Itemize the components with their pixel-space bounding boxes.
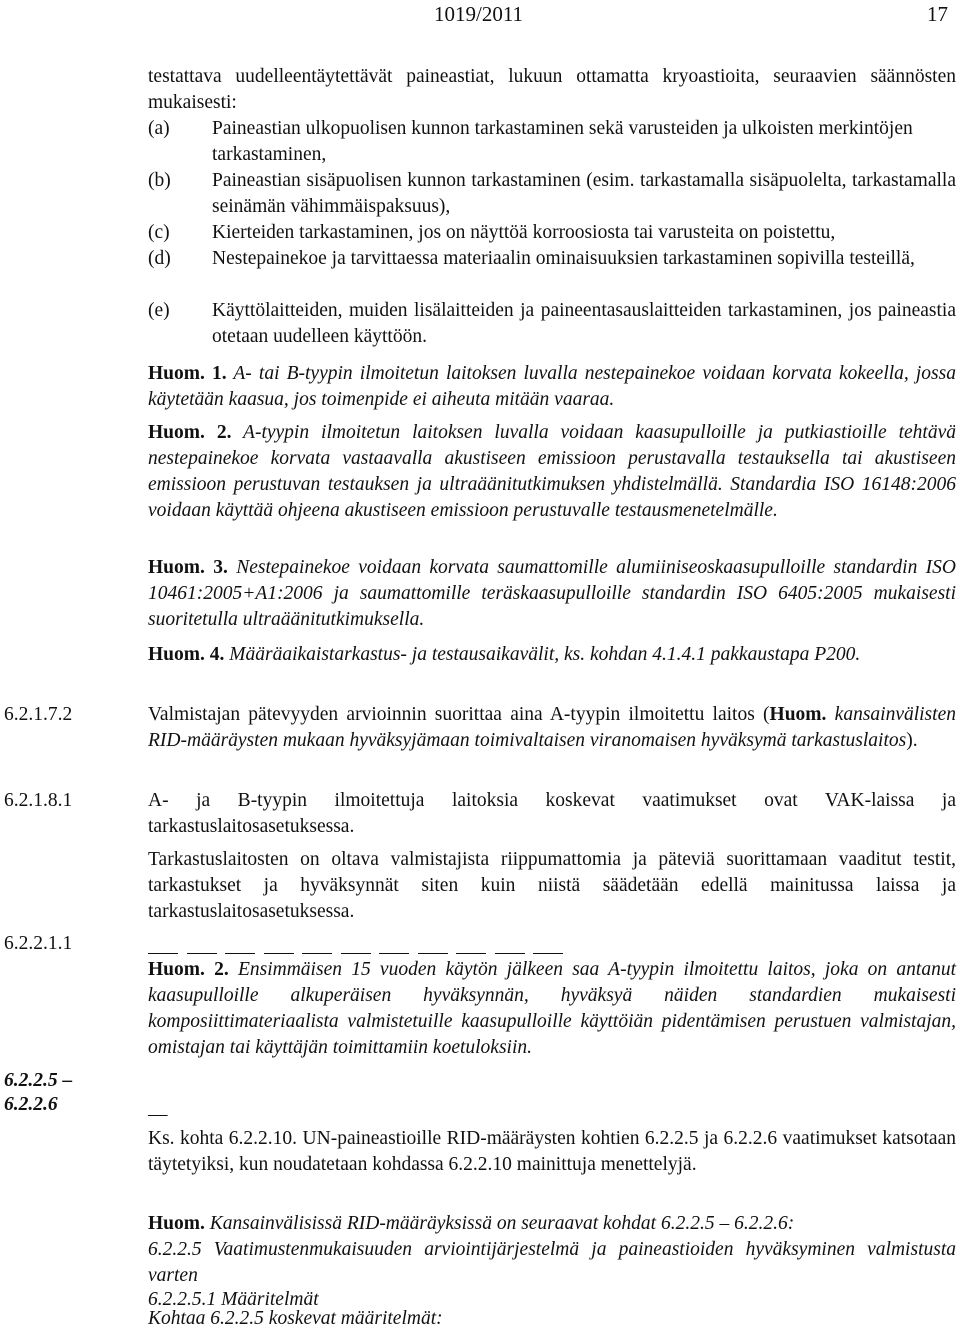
huom-label: Huom. bbox=[769, 704, 827, 725]
list-item-b bbox=[148, 168, 956, 220]
list-item-text: Paineastian sisäpuolisen kunnon tarkastaminen (esim. tarkastamalla sisäpuolelta, tarkastamalla seinämän vähimmäispaksuus), bbox=[212, 170, 956, 217]
list-item-c bbox=[148, 220, 956, 246]
note-4 bbox=[148, 642, 956, 668]
dash-rule bbox=[264, 953, 294, 954]
dash-rule bbox=[456, 953, 486, 954]
section-dash: — bbox=[148, 1104, 168, 1125]
dash-rule bbox=[418, 953, 448, 954]
section-text-italic: kansainvälisten RID-määräysten mukaan hyväksyjämaan toimivaltaisen viranomaisen hyväksymä tarkastuslaitos bbox=[148, 704, 956, 751]
dash-rule bbox=[148, 953, 178, 954]
section-6-2-1-8-1-para1: A- ja B-tyypin ilmoitettuja laitoksia koskevat vaatimukset ovat VAK-laissa ja tarkastuslaitosasetuksessa. bbox=[148, 790, 956, 837]
list-item-label: (c) bbox=[148, 222, 170, 243]
dash-rule bbox=[533, 953, 563, 954]
list-item-label: (d) bbox=[148, 248, 171, 269]
note-3 bbox=[148, 555, 956, 633]
section-6-2-2-1-1-note bbox=[148, 957, 956, 1061]
dash-rule bbox=[495, 953, 525, 954]
dash-rule bbox=[187, 953, 217, 954]
dash-rule bbox=[225, 953, 255, 954]
section-6-2-2-5-para1: Ks. kohta 6.2.2.10. UN-paineastioille RID-määräysten kohtien 6.2.2.5 ja 6.2.2.6 vaatimukset katsotaan täytetyiksi, kun noudatetaan kohdassa 6.2.2.10 mainittuja menettelyjä. bbox=[148, 1128, 956, 1175]
section-number-6-2-2-1-1: 6.2.2.1.1 bbox=[4, 933, 73, 954]
section-number-6-2-1-8-1: 6.2.1.8.1 bbox=[4, 790, 73, 811]
intro-paragraph: testattava uudelleentäytettävät paineastiat, lukuun ottamatta kryoastioita, seuraavien säännösten mukaisesti: bbox=[148, 66, 956, 113]
rid-item-6-2-2-5: 6.2.2.5 Vaatimustenmukaisuuden arviointijärjestelmä ja paineastioiden hyväksyminen valmistusta varten bbox=[148, 1239, 956, 1286]
note-text: Kansainvälisissä RID-määräyksissä on seuraavat kohdat 6.2.2.5 – 6.2.2.6: bbox=[204, 1213, 795, 1234]
list-item-text: Nestepainekoe ja tarvittaessa materiaalin ominaisuuksien tarkastaminen sopivilla testeillä, bbox=[212, 248, 915, 269]
list-item-a bbox=[148, 116, 956, 168]
section-number-6-2-2-6: 6.2.2.6 bbox=[4, 1094, 58, 1115]
section-6-2-1-8-1-para2: Tarkastuslaitosten on oltava valmistajista riippumattomia ja päteviä suorittamaan vaaditut testit, tarkastukset ja hyväksynnät siten kuin niistä säädetään edellä mainitussa laissa ja tarkastuslaitosasetuksessa. bbox=[148, 849, 956, 922]
list-item-text: Paineastian ulkopuolisen kunnon tarkastaminen sekä varusteiden ja ulkoisten merkintöjen tarkastaminen, bbox=[212, 118, 913, 165]
note-label: Huom. bbox=[148, 1213, 205, 1234]
note-label: Huom. 3. bbox=[148, 557, 228, 578]
note-text: A- tai B-tyypin ilmoitetun laitoksen luvalla nestepainekoe voidaan korvata kokeella, jossa käytetään kaasua, jos toimenpide ei aiheuta mitään vaaraa. bbox=[148, 363, 956, 410]
section-6-2-2-5-note bbox=[148, 1211, 956, 1237]
note-label: Huom. 4. bbox=[148, 644, 225, 665]
note-label: Huom. 2. bbox=[148, 422, 232, 443]
section-6-2-1-7-2-text bbox=[148, 702, 956, 754]
note-2 bbox=[148, 420, 956, 524]
section-number-6-2-2-5: 6.2.2.5 – bbox=[4, 1070, 73, 1091]
list-item-label: (e) bbox=[148, 300, 170, 321]
section-number-6-2-1-7-2: 6.2.1.7.2 bbox=[4, 704, 73, 725]
note-text: Ensimmäisen 15 vuoden käytön jälkeen saa A-tyypin ilmoitettu laitos, joka on antanut kaasupulloille alkuperäisen hyväksynnän, hyväksyä näiden standardien mukaisesti komposiittimateriaalista valmistetuille kaasupulloille käyttöiän pidentämisen perustuen valmistajan, omistajan tai käyttäjän toimittamiin koetuloksiin. bbox=[148, 959, 956, 1058]
dash-rule bbox=[302, 953, 332, 954]
rid-item-6-2-2-5-1: 6.2.2.5.1 Määritelmät bbox=[148, 1289, 319, 1310]
page-number: 17 bbox=[927, 2, 948, 26]
section-text-end: ). bbox=[906, 730, 918, 751]
list-item-text: Käyttölaitteiden, muiden lisälaitteiden ja paineentasauslaitteiden tarkastaminen, jos paineastia otetaan uudelleen käyttöön. bbox=[212, 300, 956, 347]
note-label: Huom. 2. bbox=[148, 959, 229, 980]
list-item-d bbox=[148, 246, 956, 272]
list-item-text: Kierteiden tarkastaminen, jos on näyttöä korroosiosta tai varusteita on poistettu, bbox=[212, 222, 836, 243]
note-label: Huom. 1. bbox=[148, 363, 227, 384]
note-text: Nestepainekoe voidaan korvata saumattomille alumiiniseoskaasupulloille standardin ISO 10461:2005+A1:2006 ja saumattomille teräskaasupulloille standardin ISO 6405:2005 mukaisesti suoritetulla ultraäänitutkimuksella. bbox=[148, 557, 957, 630]
note-text: Määräaikaistarkastus- ja testausaikavälit, ks. kohdan 4.1.4.1 pakkaustapa P200. bbox=[224, 644, 861, 665]
rid-item-definitions: Kohtaa 6.2.2.5 koskevat määritelmät: bbox=[148, 1308, 443, 1329]
list-item-label: (a) bbox=[148, 118, 170, 139]
list-item-label: (b) bbox=[148, 170, 171, 191]
list-item-e bbox=[148, 298, 956, 350]
section-text: Valmistajan pätevyyden arvioinnin suorittaa aina A-tyypin ilmoitettu laitos ( bbox=[148, 704, 770, 725]
publication-number: 1019/2011 bbox=[434, 2, 524, 26]
note-1 bbox=[148, 361, 956, 413]
dash-rule bbox=[379, 953, 409, 954]
note-text: A-tyypin ilmoitetun laitoksen luvalla voidaan kaasupulloille ja putkiastioille tehtävä nestepainekoe korvata vastaavalla akustiseen emissioon perustavalla testauksella tai akustiseen emissioon perustuvan testauksen ja ultraäänitutkimuksen yhdistelmällä. Standardia ISO 16148:2006 voidaan käyttää ohjeena akustiseen emissioon perustuvalle testausmenetelmälle. bbox=[148, 422, 956, 521]
dash-rule bbox=[341, 953, 371, 954]
